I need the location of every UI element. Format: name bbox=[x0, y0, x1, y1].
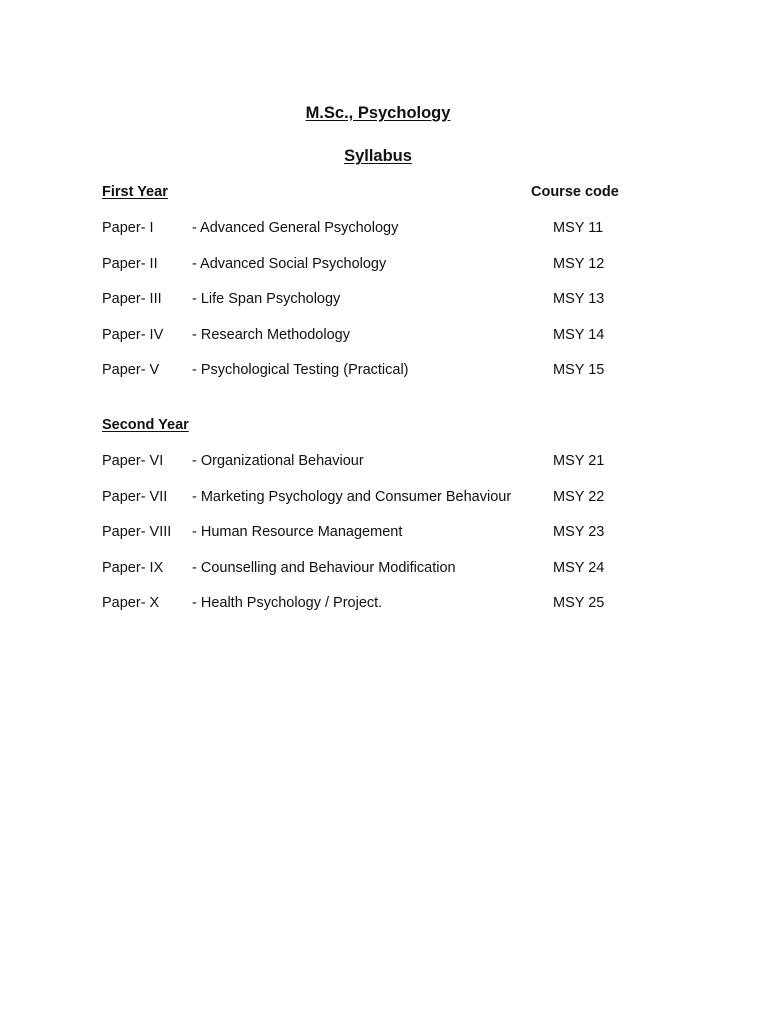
course-code: MSY 25 bbox=[553, 595, 605, 612]
list-item bbox=[102, 256, 662, 292]
list-item bbox=[102, 220, 662, 256]
paper-number: Paper- VI bbox=[102, 453, 164, 469]
paper-number: Paper- X bbox=[102, 595, 160, 612]
list-item bbox=[102, 489, 662, 525]
course-code-heading: Course code bbox=[531, 184, 619, 200]
course-code: MSY 11 bbox=[553, 220, 604, 236]
first-year-heading-row bbox=[102, 184, 632, 200]
paper-subject: - Research Methodology bbox=[192, 326, 350, 343]
list-item bbox=[102, 327, 662, 363]
paper-subject: - Marketing Psychology and Consumer Behaviour bbox=[192, 488, 512, 505]
page-subtitle: Syllabus bbox=[344, 147, 412, 165]
paper-number: Paper- V bbox=[102, 362, 160, 379]
paper-number: Paper- II bbox=[102, 255, 158, 272]
paper-number: Paper- VIII bbox=[102, 524, 172, 541]
paper-subject: - Advanced General Psychology bbox=[192, 220, 399, 236]
paper-subject: - Life Span Psychology bbox=[192, 291, 341, 308]
paper-number: Paper- VII bbox=[102, 488, 168, 505]
paper-number: Paper- I bbox=[102, 220, 154, 236]
second-year-heading-row bbox=[102, 417, 632, 433]
second-year-list bbox=[102, 453, 662, 631]
list-item bbox=[102, 560, 662, 596]
paper-number: Paper- IV bbox=[102, 326, 164, 343]
course-code: MSY 13 bbox=[553, 291, 605, 308]
paper-number: Paper- IX bbox=[102, 559, 164, 576]
list-item bbox=[102, 453, 662, 489]
course-code: MSY 22 bbox=[553, 488, 605, 505]
list-item bbox=[102, 595, 662, 631]
course-code: MSY 21 bbox=[553, 453, 605, 469]
first-year-list bbox=[102, 220, 662, 398]
second-year-heading: Second Year bbox=[102, 417, 189, 433]
paper-number: Paper- III bbox=[102, 291, 162, 308]
list-item bbox=[102, 524, 662, 560]
course-code: MSY 12 bbox=[553, 255, 605, 272]
course-code: MSY 24 bbox=[553, 559, 605, 576]
list-item bbox=[102, 291, 662, 327]
paper-subject: - Advanced Social Psychology bbox=[192, 255, 387, 272]
paper-subject: - Psychological Testing (Practical) bbox=[192, 362, 409, 379]
paper-subject: - Human Resource Management bbox=[192, 524, 403, 541]
list-item bbox=[102, 362, 662, 398]
page-title: M.Sc., Psychology bbox=[305, 104, 451, 122]
first-year-heading: First Year bbox=[102, 184, 168, 200]
paper-subject: - Health Psychology / Project. bbox=[192, 595, 383, 612]
paper-subject: - Counselling and Behaviour Modification bbox=[192, 559, 456, 576]
course-code: MSY 23 bbox=[553, 524, 605, 541]
paper-subject: - Organizational Behaviour bbox=[192, 453, 364, 469]
course-code: MSY 14 bbox=[553, 326, 605, 343]
course-code: MSY 15 bbox=[553, 362, 605, 379]
